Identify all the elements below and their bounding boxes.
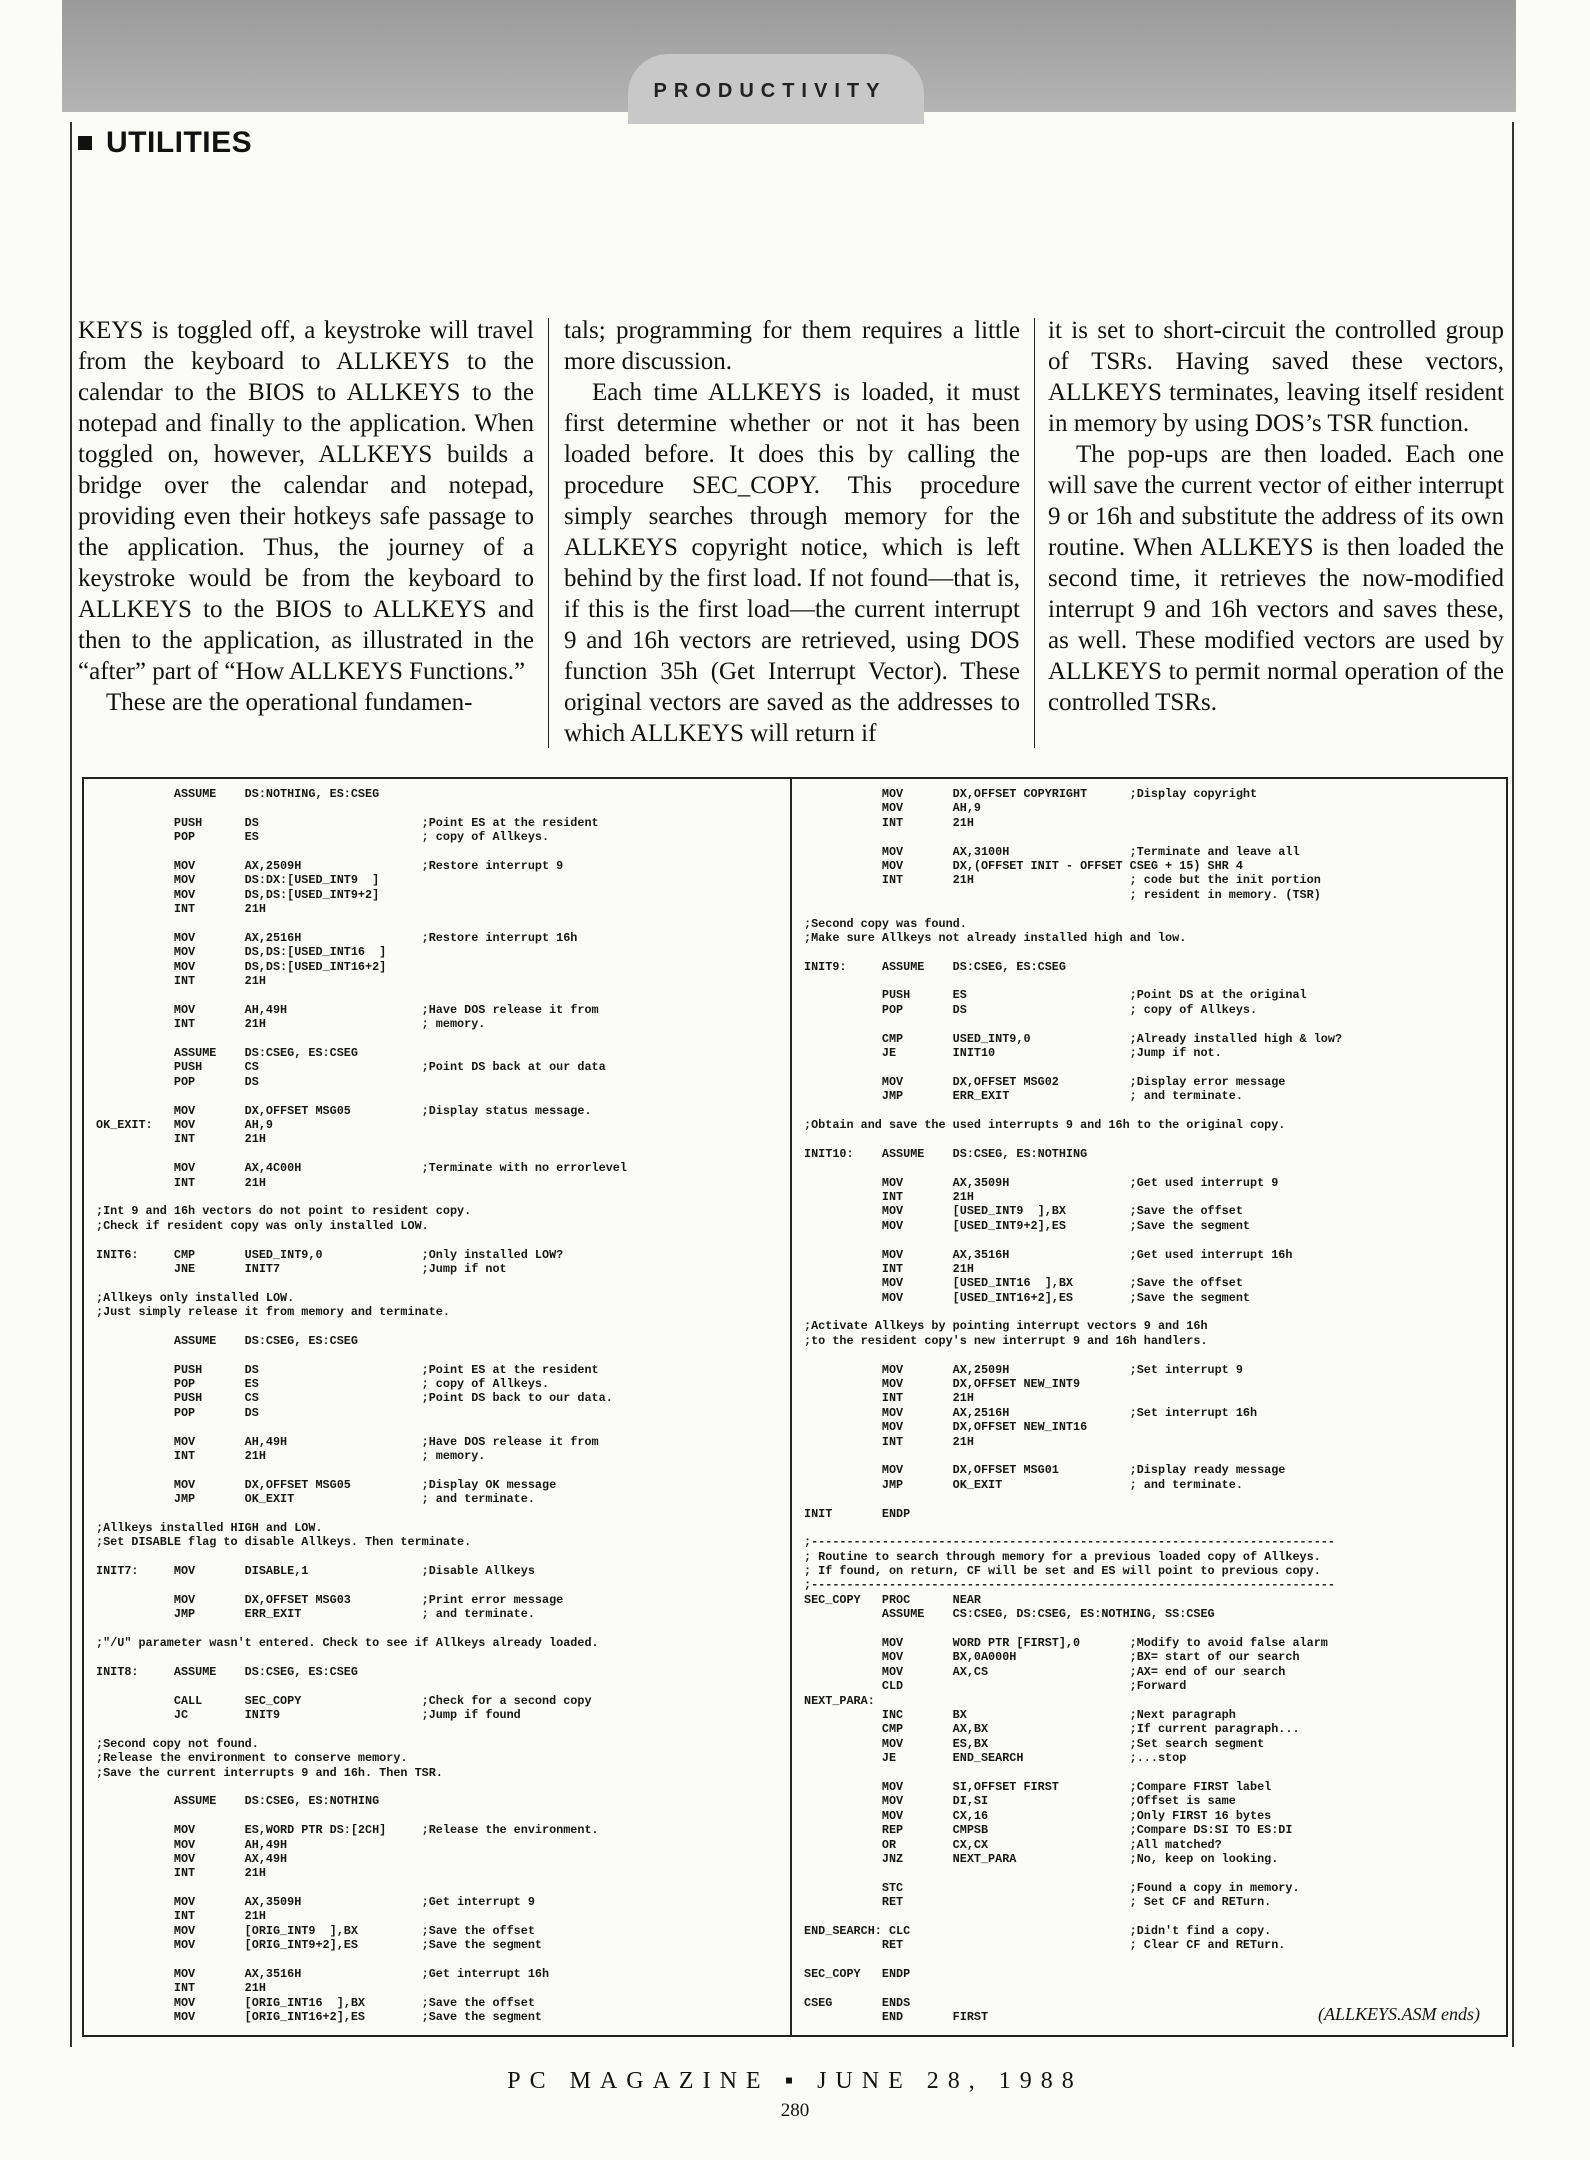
code-line: INT 21H xyxy=(96,1866,266,1881)
code-line xyxy=(804,1233,1342,1247)
code-line: INT 21H xyxy=(804,1391,974,1406)
code-listing-left xyxy=(96,787,627,2025)
code-line xyxy=(804,1104,1342,1118)
code-line: MOV AH,49H ;Have DOS release it from xyxy=(96,1002,599,1017)
code-line: ;Release the environment to conserve memory. xyxy=(96,1751,408,1766)
code-line: MOV [ORIG_INT9+2],ES ;Save the segment xyxy=(96,1938,542,1953)
code-line: MOV AX,3516H ;Get used interrupt 16h xyxy=(804,1247,1293,1262)
code-line: MOV [USED_INT9+2],ES ;Save the segment xyxy=(804,1218,1250,1233)
code-listing-right xyxy=(804,787,1342,2025)
code-line: INT 21H ; code but the init portion xyxy=(804,873,1321,888)
code-line: POP ES ; copy of Allkeys. xyxy=(96,1377,550,1392)
code-line: MOV DX,OFFSET NEW_INT16 xyxy=(804,1420,1088,1435)
code-line: ASSUME CS:CSEG, DS:CSEG, ES:NOTHING, SS:CSEG xyxy=(804,1607,1215,1622)
code-line xyxy=(804,1017,1342,1031)
code-line: ; resident in memory. (TSR) xyxy=(804,887,1321,902)
code-line xyxy=(96,1578,627,1592)
code-line: ; Routine to search through memory for a previous loaded copy of Allkeys. xyxy=(804,1549,1321,1564)
code-line xyxy=(804,1622,1342,1636)
square-bullet-icon xyxy=(78,136,92,150)
code-line: MOV DS,DS:[USED_INT9+2] xyxy=(96,887,380,902)
code-line: ;Allkeys installed HIGH and LOW. xyxy=(96,1520,323,1535)
code-line: PUSH DS ;Point ES at the resident xyxy=(96,1362,599,1377)
code-line: PUSH CS ;Point DS back to our data. xyxy=(96,1391,613,1406)
code-line: POP DS xyxy=(96,1074,259,1089)
paragraph: The pop-ups are then loaded. Each one will save the current vector of either interrupt 9 or 16h and substitute the address of its own routine. When ALLKEYS is then loaded the second time, it retrieves the now-modified interrupt 9 and 16h vectors and saves these, as well. These modified vectors are used by ALLKEYS to permit normal operation of the controlled TSRs. xyxy=(1048,441,1504,716)
code-line xyxy=(804,1449,1342,1463)
code-line xyxy=(96,1679,627,1693)
code-line: ASSUME DS:CSEG, ES:CSEG xyxy=(96,1046,358,1061)
code-line xyxy=(96,1780,627,1794)
code-line xyxy=(96,1550,627,1564)
code-line xyxy=(804,945,1342,959)
code-line xyxy=(96,1953,627,1967)
code-line: INIT7: MOV DISABLE,1 ;Disable Allkeys xyxy=(96,1564,535,1579)
code-line: MOV AX,3516H ;Get interrupt 16h xyxy=(96,1967,550,1982)
code-line: INT 21H xyxy=(96,974,266,989)
code-line xyxy=(96,1507,627,1521)
code-line: MOV DS:DX:[USED_INT9 ] xyxy=(96,873,380,888)
code-line: JE INIT10 ;Jump if not. xyxy=(804,1046,1222,1061)
code-line xyxy=(804,1909,1342,1923)
code-line: INT 21H ; memory. xyxy=(96,1448,486,1463)
code-line: PUSH DS ;Point ES at the resident xyxy=(96,815,599,830)
code-line xyxy=(804,1060,1342,1074)
code-line: MOV AX,2516H ;Restore interrupt 16h xyxy=(96,930,578,945)
code-line xyxy=(804,1348,1342,1362)
code-line: MOV WORD PTR [FIRST],0 ;Modify to avoid false alarm xyxy=(804,1636,1328,1651)
code-line: MOV [ORIG_INT9 ],BX ;Save the offset xyxy=(96,1923,535,1938)
code-line: MOV [USED_INT16 ],BX ;Save the offset xyxy=(804,1276,1243,1291)
code-line xyxy=(96,1089,627,1103)
code-line: OK_EXIT: MOV AH,9 xyxy=(96,1117,273,1132)
code-line: MOV AX,CS ;AX= end of our search xyxy=(804,1664,1286,1679)
code-line xyxy=(804,1981,1342,1995)
code-line: INT 21H xyxy=(804,1261,974,1276)
section-title-text: UTILITIES xyxy=(106,126,253,159)
code-line xyxy=(96,801,627,815)
code-line: NEXT_PARA: xyxy=(804,1693,875,1708)
code-line: CMP USED_INT9,0 ;Already installed high & low? xyxy=(804,1031,1343,1046)
code-line: INIT10: ASSUME DS:CSEG, ES:NOTHING xyxy=(804,1146,1088,1161)
code-line: MOV AX,3509H ;Get used interrupt 9 xyxy=(804,1175,1279,1190)
code-line: MOV AH,9 xyxy=(804,801,981,816)
code-line: MOV DX,OFFSET MSG02 ;Display error message xyxy=(804,1074,1286,1089)
code-line xyxy=(804,1492,1342,1506)
code-line: ;Int 9 and 16h vectors do not point to resident copy. xyxy=(96,1204,472,1219)
code-line: END_SEARCH: CLC ;Didn't find a copy. xyxy=(804,1923,1272,1938)
code-line: INT 21H xyxy=(804,1189,974,1204)
code-line: ASSUME DS:NOTHING, ES:CSEG xyxy=(96,787,380,801)
code-line: RET ; Clear CF and RETurn. xyxy=(804,1938,1286,1953)
code-line xyxy=(96,1622,627,1636)
code-line: JNE INIT7 ;Jump if not xyxy=(96,1261,507,1276)
code-line: CLD ;Forward xyxy=(804,1679,1187,1694)
code-line: MOV AX,3100H ;Terminate and leave all xyxy=(804,844,1300,859)
code-line: INIT9: ASSUME DS:CSEG, ES:CSEG xyxy=(804,959,1066,974)
code-line: ;Save the current interrupts 9 and 16h. Then TSR. xyxy=(96,1765,443,1780)
code-line: MOV [ORIG_INT16 ],BX ;Save the offset xyxy=(96,1995,535,2010)
code-line: REP CMPSB ;Compare DS:SI TO ES:DI xyxy=(804,1823,1293,1838)
code-line: MOV DX,OFFSET MSG05 ;Display status message. xyxy=(96,1103,592,1118)
code-line xyxy=(96,1190,627,1204)
code-line: INT 21H xyxy=(804,1434,974,1449)
code-line: ;Check if resident copy was only installed LOW. xyxy=(96,1218,429,1233)
code-line xyxy=(96,845,627,859)
code-line: MOV [USED_INT16+2],ES ;Save the segment xyxy=(804,1290,1250,1305)
article-column-3 xyxy=(1048,315,1504,718)
code-line xyxy=(96,1722,627,1736)
code-line: MOV DX,OFFSET MSG05 ;Display OK message xyxy=(96,1477,557,1492)
code-line: MOV BX,0A000H ;BX= start of our search xyxy=(804,1650,1300,1665)
paragraph: it is set to short-circuit the controlled group of TSRs. Having saved these vectors, ALLKEYS terminates, leaving itself resident in memory by using DOS’s TSR function. xyxy=(1048,317,1504,437)
code-line: MOV AX,2509H ;Restore interrupt 9 xyxy=(96,858,564,873)
code-line: JMP ERR_EXIT ; and terminate. xyxy=(96,1607,535,1622)
code-line: END FIRST xyxy=(804,2010,989,2025)
code-line: MOV DX,(OFFSET INIT - OFFSET CSEG + 15) SHR 4 xyxy=(804,858,1243,873)
code-line: MOV DX,OFFSET NEW_INT9 xyxy=(804,1377,1081,1392)
code-line: CMP AX,BX ;If current paragraph... xyxy=(804,1722,1300,1737)
code-line xyxy=(804,1521,1342,1535)
code-line: MOV AH,49H xyxy=(96,1837,288,1852)
code-line: INIT6: CMP USED_INT9,0 ;Only installed LOW? xyxy=(96,1247,564,1262)
code-line: SEC_COPY PROC NEAR xyxy=(804,1592,981,1607)
code-line: INT 21H xyxy=(804,815,974,830)
code-line: ;to the resident copy's new interrupt 9 and 16h handlers. xyxy=(804,1333,1208,1348)
code-line: OR CX,CX ;All matched? xyxy=(804,1837,1222,1852)
code-line: ;"/U" parameter wasn't entered. Check to see if Allkeys already loaded. xyxy=(96,1636,599,1651)
code-line xyxy=(96,1276,627,1290)
section-title xyxy=(78,126,252,160)
code-line: INC BX ;Next paragraph xyxy=(804,1708,1236,1722)
code-line: POP DS ; copy of Allkeys. xyxy=(804,1002,1258,1017)
code-line: INT 21H xyxy=(96,1132,266,1147)
code-line: MOV DX,OFFSET COPYRIGHT ;Display copyright xyxy=(804,787,1258,801)
code-line: ASSUME DS:CSEG, ES:NOTHING xyxy=(96,1794,380,1809)
code-line xyxy=(96,917,627,931)
column-rule xyxy=(1034,318,1035,748)
code-line: CALL SEC_COPY ;Check for a second copy xyxy=(96,1693,592,1708)
code-line: JE END_SEARCH ;...stop xyxy=(804,1751,1187,1766)
code-line xyxy=(804,1305,1342,1319)
paragraph: These are the operational fundamen- xyxy=(106,689,473,716)
code-line: MOV DI,SI ;Offset is same xyxy=(804,1794,1236,1809)
code-line: MOV AX,2516H ;Set interrupt 16h xyxy=(804,1405,1258,1420)
article-column-2 xyxy=(564,315,1020,749)
code-line: ; If found, on return, CF will be set and ES will point to previous copy. xyxy=(804,1564,1321,1579)
code-line: INT 21H ; memory. xyxy=(96,1017,486,1032)
code-line: MOV ES,BX ;Set search segment xyxy=(804,1736,1265,1751)
code-line xyxy=(804,902,1342,916)
code-line: MOV AX,2509H ;Set interrupt 9 xyxy=(804,1362,1243,1377)
code-line xyxy=(804,1866,1342,1880)
code-line xyxy=(96,1420,627,1434)
code-line xyxy=(96,1348,627,1362)
code-line xyxy=(96,1881,627,1895)
code-line: CSEG ENDS xyxy=(804,1995,911,2010)
paragraph: tals; programming for them requires a little more discussion. xyxy=(564,317,1020,375)
code-line: INT 21H xyxy=(96,1909,266,1924)
code-line: INIT8: ASSUME DS:CSEG, ES:CSEG xyxy=(96,1664,358,1679)
code-line xyxy=(96,1233,627,1247)
section-kicker: PRODUCTIVITY xyxy=(653,80,887,102)
code-listing xyxy=(82,777,1508,2037)
code-line: MOV AX,3509H ;Get interrupt 9 xyxy=(96,1895,535,1910)
code-line: MOV AX,4C00H ;Terminate with no errorlevel xyxy=(96,1161,627,1176)
code-line xyxy=(804,1953,1342,1967)
code-line: SEC_COPY ENDP xyxy=(804,1967,911,1982)
paragraph: Each time ALLKEYS is loaded, it must first determine whether or not it has been loaded before. It does this by calling the procedure SEC_COPY. This procedure simply searches through memory for the ALLKEYS copyright notice, which is left behind by the first load. If not found—that is, if this is the first load—the current interrupt 9 and 16h vectors are retrieved, using DOS function 35h (Get Interrupt Vector). These original vectors are saved as the addresses to which ALLKEYS will return if xyxy=(564,379,1020,747)
code-line: STC ;Found a copy in memory. xyxy=(804,1880,1300,1895)
code-line: POP DS xyxy=(96,1405,259,1420)
code-line xyxy=(96,1809,627,1823)
code-line: ;Obtain and save the used interrupts 9 and 16h to the original copy. xyxy=(804,1117,1286,1132)
code-line: PUSH ES ;Point DS at the original xyxy=(804,988,1307,1003)
code-line: MOV DS,DS:[USED_INT16+2] xyxy=(96,959,387,974)
code-line: INT 21H xyxy=(96,1981,266,1996)
code-line: ;Second copy not found. xyxy=(96,1736,259,1751)
code-line: INT 21H xyxy=(96,902,266,917)
code-line: MOV DS,DS:[USED_INT16 ] xyxy=(96,945,387,960)
code-line: ;Just simply release it from memory and terminate. xyxy=(96,1305,450,1320)
code-line: MOV AH,49H ;Have DOS release it from xyxy=(96,1434,599,1449)
paragraph: KEYS is toggled off, a keystroke will travel from the keyboard to ALLKEYS to the calendar to the BIOS to ALLKEYS to the notepad and finally to the application. When toggled on, however, ALLKEYS builds a bridge over the calendar and notepad, providing even their hotkeys safe passage to the application. Thus, the journey of a keystroke would be from the keyboard to ALLKEYS to the BIOS to ALLKEYS and then to the application, as illustrated in the “after” part of “How ALLKEYS Functions.” xyxy=(78,317,534,685)
code-line xyxy=(804,1161,1342,1175)
listing-divider xyxy=(790,779,792,2035)
code-line xyxy=(96,988,627,1002)
article-column-1 xyxy=(78,315,534,718)
listing-end-note: (ALLKEYS.ASM ends) xyxy=(1318,2004,1480,2024)
code-line: JNZ NEXT_PARA ;No, keep on looking. xyxy=(804,1851,1279,1866)
code-line: ;Second copy was found. xyxy=(804,916,967,931)
code-line: JMP OK_EXIT ; and terminate. xyxy=(96,1492,535,1507)
code-line: JMP OK_EXIT ; and terminate. xyxy=(804,1477,1243,1492)
code-line: MOV [ORIG_INT16+2],ES ;Save the segment xyxy=(96,2010,542,2025)
code-line xyxy=(96,1032,627,1046)
code-line: ;Make sure Allkeys not already installed high and low. xyxy=(804,930,1187,945)
page-number: 280 xyxy=(780,2100,810,2121)
code-line: MOV CX,16 ;Only FIRST 16 bytes xyxy=(804,1808,1272,1823)
code-line xyxy=(96,1650,627,1664)
code-line: POP ES ; copy of Allkeys. xyxy=(96,830,550,845)
code-line: INIT ENDP xyxy=(804,1506,911,1521)
code-line: ;Set DISABLE flag to disable Allkeys. Then terminate. xyxy=(96,1535,472,1550)
code-line: ASSUME DS:CSEG, ES:CSEG xyxy=(96,1333,358,1348)
magazine-footer: PC MAGAZINE ▪ JUNE 28, 1988 xyxy=(507,2068,1083,2094)
code-line: PUSH CS ;Point DS back at our data xyxy=(96,1060,606,1075)
code-line xyxy=(96,1319,627,1333)
code-line: ;-------------------------------------------------------------------------- xyxy=(804,1535,1335,1550)
code-line: MOV AX,49H xyxy=(96,1851,288,1866)
code-line xyxy=(804,1132,1342,1146)
code-line: MOV DX,OFFSET MSG01 ;Display ready message xyxy=(804,1463,1286,1478)
code-line: INT 21H xyxy=(96,1175,266,1190)
code-line: RET ; Set CF and RETurn. xyxy=(804,1895,1272,1910)
code-line xyxy=(804,830,1342,844)
code-line: MOV ES,WORD PTR DS:[2CH] ;Release the environment. xyxy=(96,1823,599,1838)
code-line xyxy=(96,1147,627,1161)
code-line xyxy=(804,974,1342,988)
code-line: MOV DX,OFFSET MSG03 ;Print error message xyxy=(96,1592,564,1607)
code-line: JC INIT9 ;Jump if found xyxy=(96,1708,521,1722)
code-line: ;-------------------------------------------------------------------------- xyxy=(804,1578,1335,1593)
code-line: MOV SI,OFFSET FIRST ;Compare FIRST label xyxy=(804,1779,1272,1794)
column-rule xyxy=(548,318,549,748)
code-line: JMP ERR_EXIT ; and terminate. xyxy=(804,1089,1243,1104)
code-line xyxy=(804,1766,1342,1780)
code-line: ;Allkeys only installed LOW. xyxy=(96,1290,295,1305)
code-line: MOV [USED_INT9 ],BX ;Save the offset xyxy=(804,1204,1243,1219)
code-line: ;Activate Allkeys by pointing interrupt vectors 9 and 16h xyxy=(804,1319,1208,1334)
code-line xyxy=(96,1463,627,1477)
